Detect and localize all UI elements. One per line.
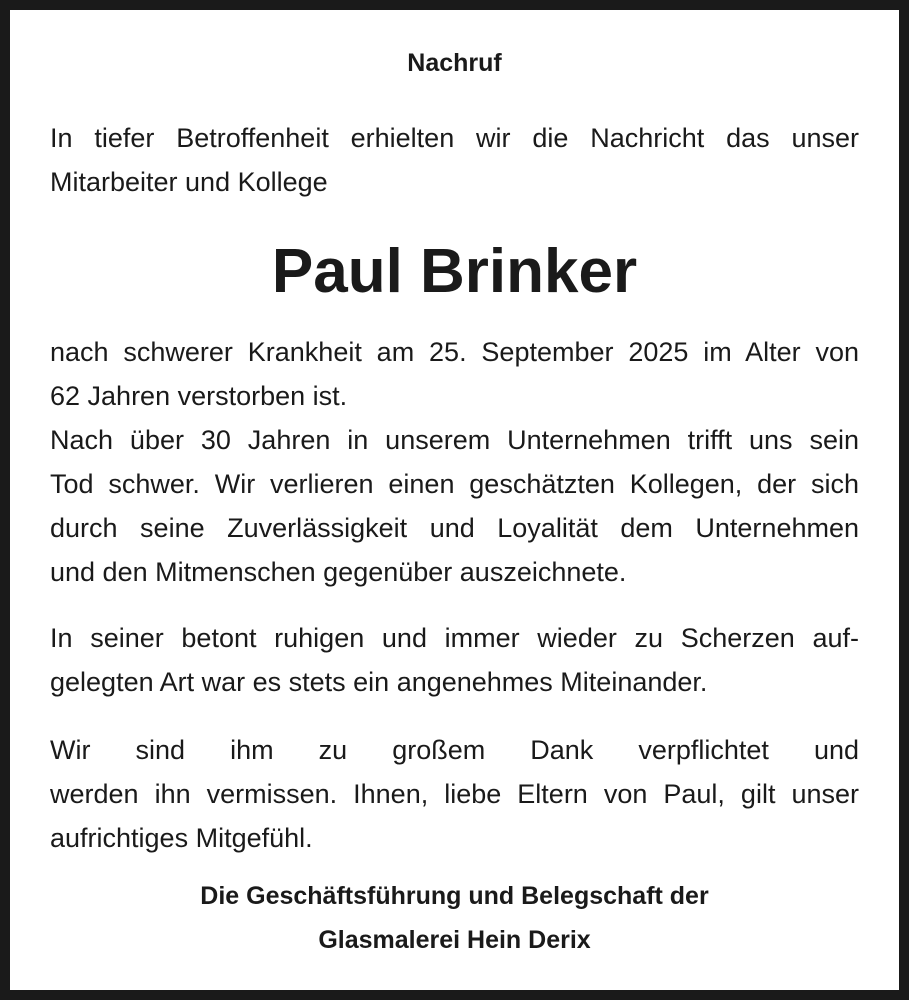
intro-line: Mitarbeiter und Kollege xyxy=(50,167,328,197)
intro-line: In tiefer Betroffenheit erhielten wir die Nachricht das unser xyxy=(50,123,859,153)
thanks-line: Wir sind ihm zu großem Dank verpflichtet und xyxy=(50,735,859,765)
thanks-line: aufrichtiges Mitgefühl. xyxy=(50,823,313,853)
signature-block xyxy=(10,874,899,962)
details-line: durch seine Zuverlässigkeit und Loyalität dem Unternehmen xyxy=(50,513,859,543)
character-paragraph xyxy=(50,616,859,704)
signature-line: Die Geschäftsführung und Belegschaft der xyxy=(200,882,709,910)
intro-paragraph xyxy=(50,116,859,204)
thanks-line: werden ihn vermissen. Ihnen, liebe Eltern von Paul, gilt unser xyxy=(50,779,859,809)
details-line: Tod schwer. Wir verlieren einen geschätzten Kollegen, der sich xyxy=(50,469,859,499)
details-line: nach schwerer Krankheit am 25. September 2025 im Alter von xyxy=(50,337,859,367)
notice-heading: Nachruf xyxy=(407,49,502,77)
signature-line: Glasmalerei Hein Derix xyxy=(318,926,591,954)
deceased-name: Paul Brinker xyxy=(271,237,638,306)
details-line: 62 Jahren verstorben ist. xyxy=(50,381,348,411)
character-line: gelegten Art war es stets ein angenehmes Miteinander. xyxy=(50,667,708,697)
character-line: In seiner betont ruhigen und immer wieder zu Scherzen auf- xyxy=(50,623,859,653)
details-line: Nach über 30 Jahren in unserem Unternehmen trifft uns sein xyxy=(50,425,859,455)
details-paragraph xyxy=(50,330,859,594)
details-line: und den Mitmenschen gegenüber auszeichnete. xyxy=(50,557,627,587)
thanks-paragraph xyxy=(50,728,859,860)
